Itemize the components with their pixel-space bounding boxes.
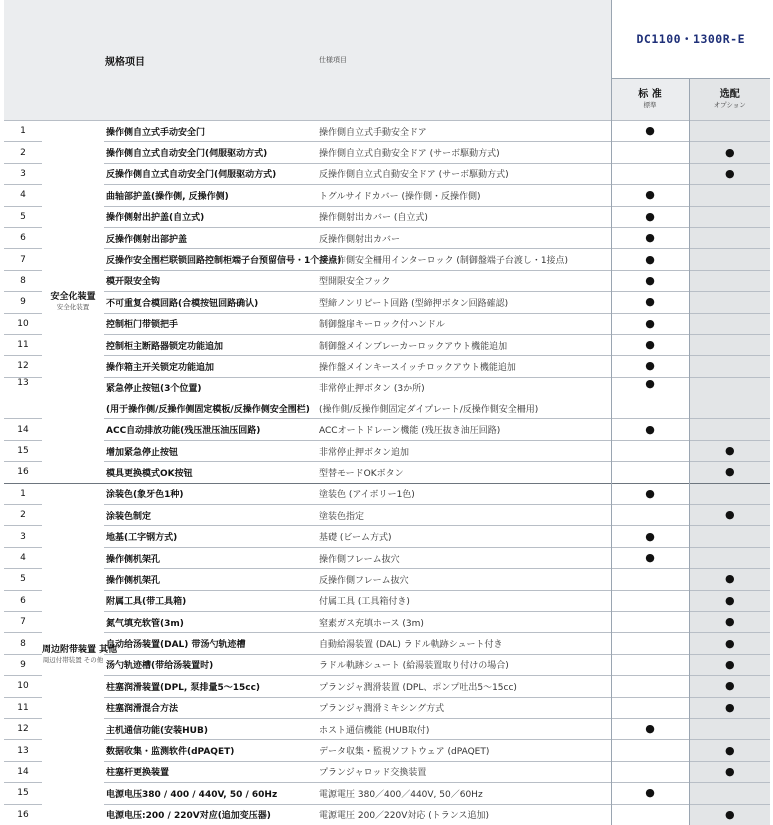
option-cell bbox=[689, 654, 770, 675]
section-title bbox=[42, 121, 104, 484]
option-cell bbox=[689, 761, 770, 782]
table-row bbox=[4, 292, 770, 313]
table-row bbox=[4, 313, 770, 334]
option-header bbox=[689, 79, 770, 121]
spec-item-jp: プランジャ潤滑装置 (DPL、ポンプ吐出5～15cc) bbox=[319, 676, 611, 697]
table-row bbox=[4, 121, 770, 142]
standard-header-jp: 標準 bbox=[643, 101, 657, 109]
standard-cell bbox=[611, 377, 689, 419]
row-number: 11 bbox=[4, 697, 42, 718]
standard-cell bbox=[611, 270, 689, 291]
spec-item-jp: 操作側フレーム抜穴 bbox=[319, 547, 611, 568]
section-title-cn: 周边附带装置 其他 bbox=[42, 644, 118, 655]
option-cell bbox=[689, 590, 770, 611]
table-row bbox=[4, 783, 770, 804]
table-row bbox=[4, 654, 770, 675]
standard-mark: ● bbox=[645, 529, 655, 543]
spec-item-jp: トグルサイドカバー (操作側・反操作側) bbox=[319, 185, 611, 206]
row-number: 7 bbox=[4, 249, 42, 270]
spec-item-cn: 主机通信功能(安装HUB) bbox=[104, 718, 319, 739]
row-number: 4 bbox=[4, 185, 42, 206]
spec-item-cn: 曲轴部护盖(操作侧, 反操作侧) bbox=[104, 185, 319, 206]
model-name: DC1100・1300R-E bbox=[611, 0, 770, 79]
spec-table bbox=[4, 0, 770, 825]
standard-mark: ● bbox=[645, 786, 655, 800]
spec-item-jp: プランジャロッド交換装置 bbox=[319, 761, 611, 782]
row-number: 12 bbox=[4, 356, 42, 377]
table-row bbox=[4, 590, 770, 611]
standard-cell bbox=[611, 569, 689, 590]
standard-cell bbox=[611, 718, 689, 739]
row-number: 2 bbox=[4, 142, 42, 163]
standard-cell bbox=[611, 185, 689, 206]
standard-cell bbox=[611, 462, 689, 483]
option-cell bbox=[689, 740, 770, 761]
standard-cell bbox=[611, 440, 689, 461]
table-row bbox=[4, 676, 770, 697]
row-number: 15 bbox=[4, 440, 42, 461]
spec-item-jp: 電源電圧 200／220V対応 (トランス追加) bbox=[319, 804, 611, 825]
option-cell bbox=[689, 569, 770, 590]
spec-item-cn: 操作侧机架孔 bbox=[104, 547, 319, 568]
option-mark: ● bbox=[724, 807, 735, 821]
option-cell bbox=[689, 163, 770, 184]
option-cell bbox=[689, 505, 770, 526]
table-row bbox=[4, 440, 770, 461]
option-mark: ● bbox=[724, 572, 735, 586]
table-row bbox=[4, 718, 770, 739]
standard-cell bbox=[611, 121, 689, 142]
standard-mark: ● bbox=[645, 231, 655, 245]
standard-cell bbox=[611, 697, 689, 718]
standard-cell bbox=[611, 334, 689, 355]
row-number: 9 bbox=[4, 292, 42, 313]
table-row bbox=[4, 249, 770, 270]
option-header-jp: オプション bbox=[713, 101, 746, 109]
spec-item-cn: 数据收集・监测软件(dPAQET) bbox=[104, 740, 319, 761]
option-cell bbox=[689, 483, 770, 504]
row-number: 11 bbox=[4, 334, 42, 355]
spec-item-cn: 涂装色制定 bbox=[104, 505, 319, 526]
row-number: 13 bbox=[4, 377, 42, 419]
table-row bbox=[4, 462, 770, 483]
table-row bbox=[4, 483, 770, 504]
table-row bbox=[4, 419, 770, 440]
standard-mark: ● bbox=[645, 338, 655, 352]
row-number: 3 bbox=[4, 163, 42, 184]
table-row bbox=[4, 270, 770, 291]
spec-item-jp: 制御盤メインブレーカーロックアウト機能追加 bbox=[319, 334, 611, 355]
standard-cell bbox=[611, 654, 689, 675]
option-mark: ● bbox=[724, 508, 735, 522]
spec-item-cn: 柱塞润滑混合方法 bbox=[104, 697, 319, 718]
spec-item-cn: 操作侧射出护盖(自立式) bbox=[104, 206, 319, 227]
spec-item-cn: 控制柜主断路器锁定功能追加 bbox=[104, 334, 319, 355]
standard-mark: ● bbox=[645, 422, 655, 436]
spec-item-jp: 制御盤扉キーロック付ハンドル bbox=[319, 313, 611, 334]
table-row bbox=[4, 142, 770, 163]
spec-item-jp: 型開限安全フック bbox=[319, 270, 611, 291]
spec-item-cn: 反操作侧射出部护盖 bbox=[104, 227, 319, 248]
spec-item-cn: 电源电压:200 / 220V对应(追加变压器) bbox=[104, 804, 319, 825]
standard-header-cn: 标 准 bbox=[638, 89, 662, 100]
standard-mark: ● bbox=[645, 551, 655, 564]
spec-item-jp: 操作盤メインキースイッチロックアウト機能追加 bbox=[319, 356, 611, 377]
standard-mark: ● bbox=[645, 722, 655, 736]
standard-cell bbox=[611, 313, 689, 334]
row-number: 1 bbox=[4, 121, 42, 142]
spec-item-jp: 非常停止押ボタン (3か所) bbox=[319, 377, 611, 398]
spec-item-jp: 型締ノンリピート回路 (型締押ボタン回路確認) bbox=[319, 292, 611, 313]
standard-mark: ● bbox=[645, 486, 655, 500]
header-item-jp: 仕様項目 bbox=[319, 56, 347, 64]
option-mark: ● bbox=[724, 615, 735, 629]
row-number: 1 bbox=[4, 483, 42, 504]
row-number: 6 bbox=[4, 227, 42, 248]
standard-cell bbox=[611, 419, 689, 440]
option-cell bbox=[689, 804, 770, 825]
spec-item-cn: 氮气填充软管(3m) bbox=[104, 611, 319, 632]
standard-mark: ● bbox=[645, 209, 655, 223]
option-mark: ● bbox=[724, 764, 735, 778]
spec-item-cn: 紧急停止按钮(3个位置) bbox=[104, 377, 319, 398]
row-number: 8 bbox=[4, 633, 42, 654]
option-mark: ● bbox=[724, 679, 735, 693]
spec-item-jp: 電源電圧 380／400／440V, 50／60Hz bbox=[319, 783, 611, 804]
spec-item-jp: 塗装色 (アイボリー1色) bbox=[319, 483, 611, 504]
table-row bbox=[4, 526, 770, 547]
option-cell bbox=[689, 206, 770, 227]
table-row bbox=[4, 334, 770, 355]
spec-item-jp: ホスト通信機能 (HUB取付) bbox=[319, 718, 611, 739]
option-cell bbox=[689, 783, 770, 804]
option-cell bbox=[689, 697, 770, 718]
spec-item-cn: 增加紧急停止按钮 bbox=[104, 440, 319, 461]
standard-cell bbox=[611, 206, 689, 227]
spec-table-body bbox=[4, 121, 770, 825]
option-cell bbox=[689, 249, 770, 270]
option-mark: ● bbox=[724, 145, 735, 159]
spec-item-cn: 汤勺轨迹槽(带给汤装置时) bbox=[104, 654, 319, 675]
spec-item-cn: 涂装色(象牙色1种) bbox=[104, 483, 319, 504]
spec-item-jp: データ収集・監視ソフトウェア (dPAQET) bbox=[319, 740, 611, 761]
table-row bbox=[4, 185, 770, 206]
standard-mark: ● bbox=[645, 124, 655, 138]
option-mark: ● bbox=[724, 465, 735, 479]
option-cell bbox=[689, 440, 770, 461]
spec-item-cn: ACC自动排放功能(残压泄压油压回路) bbox=[104, 419, 319, 440]
spec-item-jp: 操作側自立式自動安全ドア (サーボ駆動方式) bbox=[319, 142, 611, 163]
table-row bbox=[4, 569, 770, 590]
option-cell bbox=[689, 526, 770, 547]
table-row bbox=[4, 611, 770, 632]
option-cell bbox=[689, 313, 770, 334]
spec-item-jp: 反操作側射出カバー bbox=[319, 227, 611, 248]
option-cell bbox=[689, 185, 770, 206]
spec-item-cn: 反操作安全围栏联锁回路控制柜端子台预留信号・1个接点) bbox=[104, 249, 319, 270]
table-row bbox=[4, 356, 770, 377]
option-cell bbox=[689, 356, 770, 377]
option-header-cn: 选配 bbox=[719, 89, 740, 100]
standard-cell bbox=[611, 505, 689, 526]
standard-mark: ● bbox=[645, 376, 655, 390]
section-title-cn: 安全化装置 bbox=[50, 292, 96, 303]
spec-item-cn: 附属工具(带工具箱) bbox=[104, 590, 319, 611]
spec-item-jp: 基礎 (ビーム方式) bbox=[319, 526, 611, 547]
standard-cell bbox=[611, 611, 689, 632]
spec-item-jp: 付属工具 (工具箱付き) bbox=[319, 590, 611, 611]
spec-item-cn: 操作侧机架孔 bbox=[104, 569, 319, 590]
row-number: 5 bbox=[4, 569, 42, 590]
option-mark: ● bbox=[724, 700, 735, 714]
spec-item-cn: 电源电压380 / 400 / 440V, 50 / 60Hz bbox=[104, 783, 319, 804]
option-cell bbox=[689, 292, 770, 313]
spec-item-jp: ラドル軌跡シュート (給湯装置取り付けの場合) bbox=[319, 654, 611, 675]
standard-cell bbox=[611, 547, 689, 568]
standard-cell bbox=[611, 526, 689, 547]
row-number: 7 bbox=[4, 611, 42, 632]
spec-item-cn: 地基(工字钢方式) bbox=[104, 526, 319, 547]
option-mark: ● bbox=[724, 166, 735, 180]
row-number: 3 bbox=[4, 526, 42, 547]
standard-mark: ● bbox=[645, 316, 655, 330]
spec-item-jp: 反操作側安全柵用インターロック (制御盤端子台渡し・1接点) bbox=[319, 249, 611, 270]
spec-item-cn: 操作箱主开关锁定功能追加 bbox=[104, 356, 319, 377]
row-number: 16 bbox=[4, 804, 42, 825]
option-cell bbox=[689, 633, 770, 654]
option-cell bbox=[689, 270, 770, 291]
option-cell bbox=[689, 334, 770, 355]
standard-cell bbox=[611, 740, 689, 761]
table-row bbox=[4, 697, 770, 718]
standard-cell bbox=[611, 227, 689, 248]
option-cell bbox=[689, 547, 770, 568]
row-number: 6 bbox=[4, 590, 42, 611]
option-cell bbox=[689, 676, 770, 697]
standard-mark: ● bbox=[645, 252, 655, 266]
spec-item-jp: ACCオートドレーン機能 (残圧抜き油圧回路) bbox=[319, 419, 611, 440]
standard-cell bbox=[611, 804, 689, 825]
spec-item-jp: 塗装色指定 bbox=[319, 505, 611, 526]
option-cell bbox=[689, 227, 770, 248]
spec-item-cn: 模开限安全钩 bbox=[104, 270, 319, 291]
option-cell bbox=[689, 718, 770, 739]
section-title bbox=[42, 483, 118, 825]
spec-item-cn: 不可重复合模回路(合模按钮回路确认) bbox=[104, 292, 319, 313]
table-row bbox=[4, 761, 770, 782]
row-number: 2 bbox=[4, 505, 42, 526]
option-mark: ● bbox=[724, 743, 735, 757]
standard-cell bbox=[611, 676, 689, 697]
spec-item-jp: 非常停止押ボタン追加 bbox=[319, 440, 611, 461]
row-number: 10 bbox=[4, 676, 42, 697]
spec-item-cn: 模具更换模式OK按钮 bbox=[104, 462, 319, 483]
standard-mark: ● bbox=[645, 359, 655, 373]
spec-item-cn: 柱塞杆更换装置 bbox=[104, 761, 319, 782]
standard-cell bbox=[611, 590, 689, 611]
option-cell bbox=[689, 419, 770, 440]
standard-cell bbox=[611, 292, 689, 313]
row-number: 9 bbox=[4, 654, 42, 675]
spec-item-cn: 控制柜门带锁把手 bbox=[104, 313, 319, 334]
table-row bbox=[4, 163, 770, 184]
option-mark: ● bbox=[724, 593, 735, 607]
spec-item-cn: 自动给汤装置(DAL) 带汤勺轨迹槽 bbox=[104, 633, 319, 654]
header-row bbox=[4, 0, 770, 79]
standard-cell bbox=[611, 249, 689, 270]
spec-item-cn: 反操作侧自立式自动安全门(伺服驱动方式) bbox=[104, 163, 319, 184]
option-cell bbox=[689, 121, 770, 142]
spec-item-jp: 反操作側フレーム抜穴 bbox=[319, 569, 611, 590]
spec-item-jp: 操作側自立式手動安全ドア bbox=[319, 121, 611, 142]
section-title-jp: 安全化装置 bbox=[56, 303, 90, 312]
standard-cell bbox=[611, 483, 689, 504]
spec-item-jp-continued: (操作側/反操作側固定ダイプレート/反操作側安全柵用) bbox=[319, 404, 539, 415]
standard-mark: ● bbox=[645, 188, 655, 202]
table-row bbox=[4, 804, 770, 825]
spec-item-cn: 操作侧自立式自动安全门(伺服驱动方式) bbox=[104, 142, 319, 163]
spec-item-jp: 操作側射出カバー (自立式) bbox=[319, 206, 611, 227]
spec-item-cn-continued: (用于操作侧/反操作侧固定模板/反操作侧安全围栏) bbox=[106, 404, 310, 415]
row-number: 14 bbox=[4, 419, 42, 440]
standard-cell bbox=[611, 633, 689, 654]
section-title-jp: 周辺付帯装置 その他 bbox=[42, 655, 104, 664]
spec-item-cn: 柱塞润滑装置(DPL, 泵排量5～15cc) bbox=[104, 676, 319, 697]
spec-item-jp: 型替モードOKボタン bbox=[319, 462, 611, 483]
option-cell bbox=[689, 611, 770, 632]
standard-cell bbox=[611, 783, 689, 804]
standard-mark: ● bbox=[645, 295, 655, 309]
standard-mark: ● bbox=[645, 273, 655, 287]
header-item-cn: 规格项目 bbox=[105, 56, 145, 68]
table-row bbox=[4, 377, 770, 398]
option-cell bbox=[689, 377, 770, 419]
row-number: 4 bbox=[4, 547, 42, 568]
row-number: 8 bbox=[4, 270, 42, 291]
option-mark: ● bbox=[724, 636, 735, 650]
standard-cell bbox=[611, 142, 689, 163]
row-number: 13 bbox=[4, 740, 42, 761]
table-row bbox=[4, 206, 770, 227]
row-number: 14 bbox=[4, 761, 42, 782]
standard-cell bbox=[611, 761, 689, 782]
row-number: 12 bbox=[4, 718, 42, 739]
row-number: 15 bbox=[4, 783, 42, 804]
standard-cell bbox=[611, 356, 689, 377]
row-number: 5 bbox=[4, 206, 42, 227]
option-cell bbox=[689, 462, 770, 483]
row-number: 16 bbox=[4, 462, 42, 483]
table-row bbox=[4, 740, 770, 761]
option-mark: ● bbox=[724, 657, 735, 671]
spec-item-jp: 自動給湯装置 (DAL) ラドル軌跡シュート付き bbox=[319, 633, 611, 654]
spec-item-cn: 操作侧自立式手动安全门 bbox=[104, 121, 319, 142]
spec-item-jp: プランジャ潤滑ミキシング方式 bbox=[319, 697, 611, 718]
table-row bbox=[4, 227, 770, 248]
standard-header bbox=[611, 79, 689, 121]
standard-cell bbox=[611, 163, 689, 184]
table-row bbox=[4, 547, 770, 568]
table-row bbox=[4, 505, 770, 526]
table-row bbox=[4, 633, 770, 654]
option-mark: ● bbox=[724, 444, 735, 458]
row-number: 10 bbox=[4, 313, 42, 334]
spec-item-jp: 窒素ガス充填ホース (3m) bbox=[319, 611, 611, 632]
option-cell bbox=[689, 142, 770, 163]
spec-item-jp: 反操作側自立式自動安全ドア (サーボ駆動方式) bbox=[319, 163, 611, 184]
